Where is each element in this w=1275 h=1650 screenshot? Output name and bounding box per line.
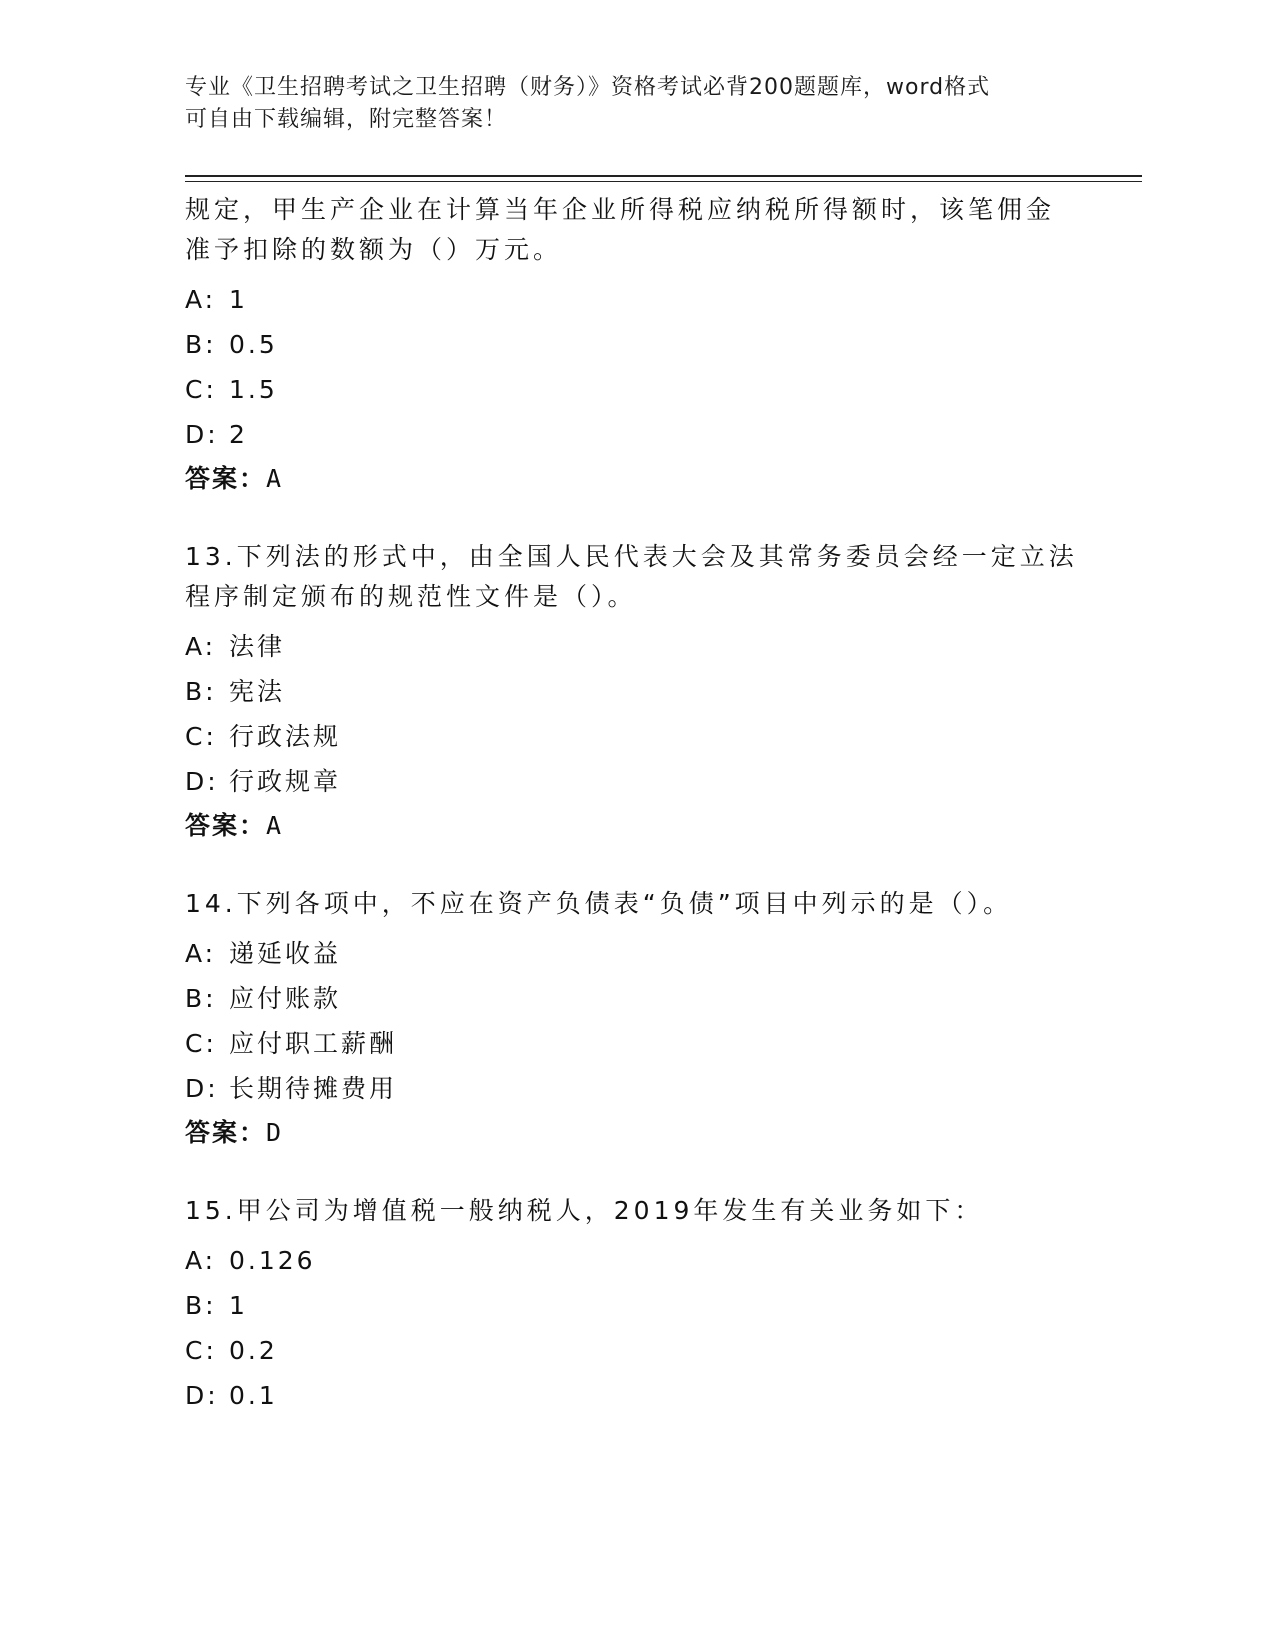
answer-label: 答案：	[185, 1118, 267, 1147]
answer-line	[185, 1118, 1085, 1148]
answer-line	[185, 811, 1085, 841]
header-line-1: 专业《卫生招聘考试之卫生招聘（财务）》资格考试必背200题题库，word格式	[185, 75, 991, 100]
answer-option	[185, 1029, 1085, 1059]
header-line-2: 可自由下载编辑，附完整答案！	[185, 107, 508, 132]
answer-option	[185, 375, 1085, 405]
answer-label: 答案：	[185, 464, 267, 493]
option-label: D:	[185, 420, 219, 449]
option-label: D:	[185, 1074, 219, 1103]
option-label: A:	[185, 285, 217, 314]
option-text: 长期待摊费用	[229, 1074, 398, 1103]
option-text: 递延收益	[229, 939, 342, 968]
option-text: 2	[229, 420, 248, 449]
document-header	[185, 72, 1065, 136]
option-label: A:	[185, 632, 217, 661]
header-divider-thick	[185, 175, 1142, 177]
question-text-line: 程序制定颁布的规范性文件是（）。	[185, 582, 637, 611]
question-block	[185, 884, 1085, 1148]
option-label: D:	[185, 1381, 219, 1410]
option-text: 行政法规	[229, 722, 342, 751]
answer-line	[185, 464, 1085, 494]
option-text: 1	[229, 285, 248, 314]
answer-value: D	[266, 1118, 284, 1147]
answer-value: A	[266, 811, 284, 840]
question-block	[185, 190, 1085, 494]
question-text-line: 准予扣除的数额为（）万元。	[185, 235, 563, 264]
option-label: C:	[185, 722, 217, 751]
answer-option	[185, 1246, 1085, 1276]
option-text: 法律	[229, 632, 286, 661]
option-text: 应付账款	[229, 984, 342, 1013]
option-text: 0.1	[229, 1381, 278, 1410]
answer-option	[185, 420, 1085, 450]
option-text: 宪法	[229, 677, 286, 706]
option-text: 行政规章	[229, 767, 342, 796]
option-text: 1	[229, 1291, 248, 1320]
answer-option	[185, 1336, 1085, 1366]
answer-option	[185, 285, 1085, 315]
option-label: A:	[185, 1246, 217, 1275]
answer-option	[185, 632, 1085, 662]
option-label: B:	[185, 677, 217, 706]
answer-option	[185, 1291, 1085, 1321]
question-block	[185, 537, 1085, 841]
header-divider-thin	[185, 181, 1142, 182]
answer-option	[185, 677, 1085, 707]
answer-value: A	[266, 464, 284, 493]
answer-option	[185, 1074, 1085, 1104]
answer-option	[185, 1381, 1085, 1411]
option-text: 1.5	[229, 375, 278, 404]
option-label: A:	[185, 939, 217, 968]
question-text-line: 14.下列各项中，不应在资产负债表“负债”项目中列示的是（）。	[185, 889, 1013, 918]
answer-option	[185, 722, 1085, 752]
option-text: 0.2	[229, 1336, 278, 1365]
option-text: 应付职工薪酬	[229, 1029, 398, 1058]
question-block	[185, 1191, 1085, 1411]
answer-option	[185, 767, 1085, 797]
option-label: B:	[185, 1291, 217, 1320]
option-label: B:	[185, 984, 217, 1013]
option-label: C:	[185, 375, 217, 404]
answer-option	[185, 330, 1085, 360]
question-text-line: 15.甲公司为增值税一般纳税人，2019年发生有关业务如下：	[185, 1196, 984, 1225]
option-label: B:	[185, 330, 217, 359]
option-text: 0.126	[229, 1246, 316, 1275]
option-label: D:	[185, 767, 219, 796]
answer-option	[185, 984, 1085, 1014]
option-label: C:	[185, 1029, 217, 1058]
option-text: 0.5	[229, 330, 278, 359]
question-text-line: 规定，甲生产企业在计算当年企业所得税应纳税所得额时，该笔佣金	[185, 195, 1056, 224]
option-label: C:	[185, 1336, 217, 1365]
question-text-line: 13.下列法的形式中，由全国人民代表大会及其常务委员会经一定立法	[185, 542, 1078, 571]
answer-label: 答案：	[185, 811, 267, 840]
question-list	[185, 190, 1085, 1454]
answer-option	[185, 939, 1085, 969]
